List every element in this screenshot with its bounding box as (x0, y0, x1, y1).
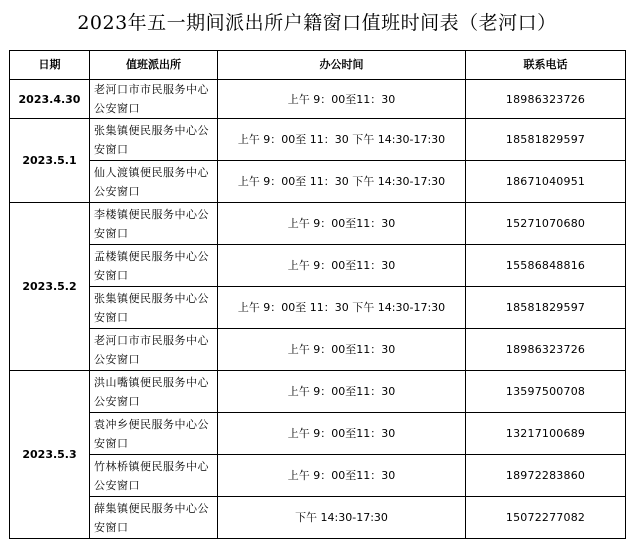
phone-cell: 15586848816 (466, 245, 626, 287)
unit-cell: 竹林桥镇便民服务中心公安窗口 (90, 455, 218, 497)
hours-cell: 上午 9：00至11：30 (218, 245, 466, 287)
unit-cell: 薛集镇便民服务中心公安窗口 (90, 497, 218, 539)
table-row (10, 80, 626, 119)
hours-cell: 上午 9：00至11：30 (218, 329, 466, 371)
duty-schedule-table (9, 50, 626, 539)
hours-cell: 下午 14:30-17:30 (218, 497, 466, 539)
hours-cell: 上午 9：00至11：30 (218, 413, 466, 455)
unit-cell: 老河口市市民服务中心公安窗口 (90, 80, 218, 119)
table-row (10, 119, 626, 161)
date-cell: 2023.4.30 (10, 80, 90, 119)
unit-cell: 李楼镇便民服务中心公安窗口 (90, 203, 218, 245)
hours-cell: 上午 9：00至 11：30 下午 14:30-17:30 (218, 161, 466, 203)
phone-cell: 15072277082 (466, 497, 626, 539)
hours-cell: 上午 9：00至 11：30 下午 14:30-17:30 (218, 119, 466, 161)
hours-cell: 上午 9：00至11：30 (218, 371, 466, 413)
table-row (10, 413, 626, 455)
header-phone: 联系电话 (466, 51, 626, 80)
table-header-row (10, 51, 626, 80)
unit-cell: 洪山嘴镇便民服务中心公安窗口 (90, 371, 218, 413)
phone-cell: 18671040951 (466, 161, 626, 203)
unit-cell: 仙人渡镇便民服务中心公安窗口 (90, 161, 218, 203)
phone-cell: 18581829597 (466, 119, 626, 161)
table-row (10, 203, 626, 245)
page-title: 2023年五一期间派出所户籍窗口值班时间表（老河口） (77, 12, 557, 34)
table-row (10, 497, 626, 539)
date-cell: 2023.5.1 (10, 119, 90, 203)
table-row (10, 287, 626, 329)
header-date: 日期 (10, 51, 90, 80)
hours-cell: 上午 9：00至11：30 (218, 455, 466, 497)
phone-cell: 18986323726 (466, 329, 626, 371)
header-hours: 办公时间 (218, 51, 466, 80)
phone-cell: 13217100689 (466, 413, 626, 455)
phone-cell: 18972283860 (466, 455, 626, 497)
phone-cell: 15271070680 (466, 203, 626, 245)
header-unit: 值班派出所 (90, 51, 218, 80)
unit-cell: 张集镇便民服务中心公安窗口 (90, 287, 218, 329)
table-row (10, 371, 626, 413)
phone-cell: 18581829597 (466, 287, 626, 329)
table-row (10, 245, 626, 287)
phone-cell: 18986323726 (466, 80, 626, 119)
table-row (10, 455, 626, 497)
date-cell: 2023.5.3 (10, 371, 90, 539)
hours-cell: 上午 9：00至 11：30 下午 14:30-17:30 (218, 287, 466, 329)
unit-cell: 张集镇便民服务中心公安窗口 (90, 119, 218, 161)
hours-cell: 上午 9：00至11：30 (218, 80, 466, 119)
table-row (10, 329, 626, 371)
table-row (10, 161, 626, 203)
date-cell: 2023.5.2 (10, 203, 90, 371)
phone-cell: 13597500708 (466, 371, 626, 413)
unit-cell: 老河口市市民服务中心公安窗口 (90, 329, 218, 371)
hours-cell: 上午 9：00至11：30 (218, 203, 466, 245)
unit-cell: 孟楼镇便民服务中心公安窗口 (90, 245, 218, 287)
unit-cell: 袁冲乡便民服务中心公安窗口 (90, 413, 218, 455)
